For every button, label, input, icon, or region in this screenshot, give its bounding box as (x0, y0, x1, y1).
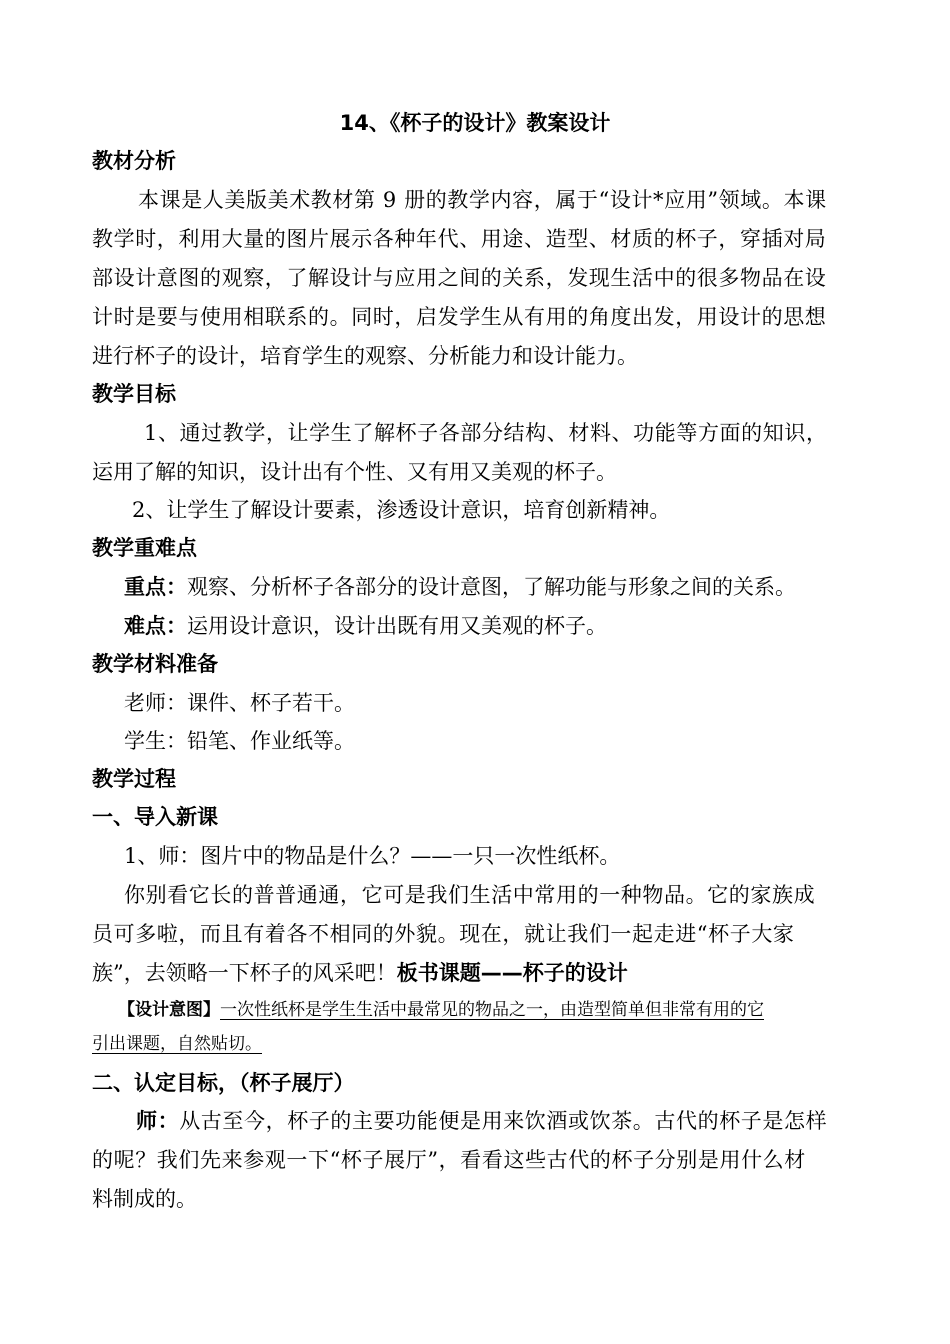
board-title: 板书课题——杯子的设计 (396, 961, 628, 985)
part2-line: 料制成的。 (92, 1187, 197, 1211)
key-point-text: 观察、分析杯子各部分的设计意图，了解功能与形象之间的关系。 (187, 575, 796, 599)
heading-goals: 教学目标 (92, 382, 176, 406)
part2-line (136, 1111, 827, 1132)
heading-part2: 二、认定目标，（杯子展厅） (92, 1071, 355, 1095)
key-point (124, 577, 796, 598)
analysis-line: 计时是要与使用相联系的。同时，启发学生从有用的角度出发，用设计的思想 (92, 305, 827, 329)
analysis-line: 本课是人美版美术教材第 9 册的教学内容，属于“设计*应用”领域。本课 (138, 188, 827, 212)
part1-last-text: 族”，去领略一下杯子的风采吧！ (92, 961, 397, 985)
heading-analysis: 教材分析 (92, 149, 176, 173)
design-intent-label: 【设计意图】 (118, 1000, 220, 1020)
design-intent-text: 引出课题，自然贴切。 (92, 1034, 262, 1054)
heading-part1: 一、导入新课 (92, 805, 218, 829)
part1-line: 你别看它长的普普通通，它可是我们生活中常用的一种物品。它的家族成 (124, 883, 816, 907)
heading-process: 教学过程 (92, 767, 176, 791)
part1-line: 1、师：图片中的物品是什么？——一只一次性纸杯。 (124, 844, 621, 868)
teacher-materials: 老师：课件、杯子若干。 (124, 691, 355, 715)
document-title: 14、《杯子的设计》教案设计 (339, 111, 611, 135)
goal-line: 运用了解的知识，设计出有个性、又有用又美观的杯子。 (92, 460, 617, 484)
part1-last-line (92, 963, 628, 984)
hard-point (124, 616, 607, 637)
heading-materials: 教学材料准备 (92, 652, 218, 676)
goal-line: 1、通过教学，让学生了解杯子各部分结构、材料、功能等方面的知识， (144, 421, 828, 445)
design-intent (118, 1002, 764, 1019)
key-point-label: 重点： (124, 575, 187, 599)
student-materials: 学生：铅笔、作业纸等。 (124, 729, 355, 753)
hard-point-text: 运用设计意识，设计出既有用又美观的杯子。 (187, 614, 607, 638)
heading-difficulty: 教学重难点 (92, 536, 197, 560)
hard-point-label: 难点： (124, 614, 187, 638)
analysis-line: 进行杯子的设计，培育学生的观察、分析能力和设计能力。 (92, 344, 638, 368)
design-intent-text: 一次性纸杯是学生生活中最常见的物品之一，由造型简单但非常有用的它 (220, 1000, 764, 1020)
goal-line: 2、让学生了解设计要素，渗透设计意识，培育创新精神。 (132, 498, 671, 522)
part1-line: 员可多啦，而且有着各不相同的外貌。现在，就让我们一起走进“杯子大家 (92, 922, 795, 946)
analysis-line: 部设计意图的观察，了解设计与应用之间的关系，发现生活中的很多物品在设 (92, 266, 827, 290)
part2-teacher-label: 师： (136, 1109, 180, 1133)
part2-line: 的呢？我们先来参观一下“杯子展厅”，看看这些古代的杯子分别是用什么材 (92, 1148, 806, 1172)
analysis-line: 教学时，利用大量的图片展示各种年代、用途、造型、材质的杯子，穿插对局 (92, 227, 827, 251)
part2-text: 从古至今，杯子的主要功能便是用来饮酒或饮茶。古代的杯子是怎样 (179, 1109, 828, 1133)
